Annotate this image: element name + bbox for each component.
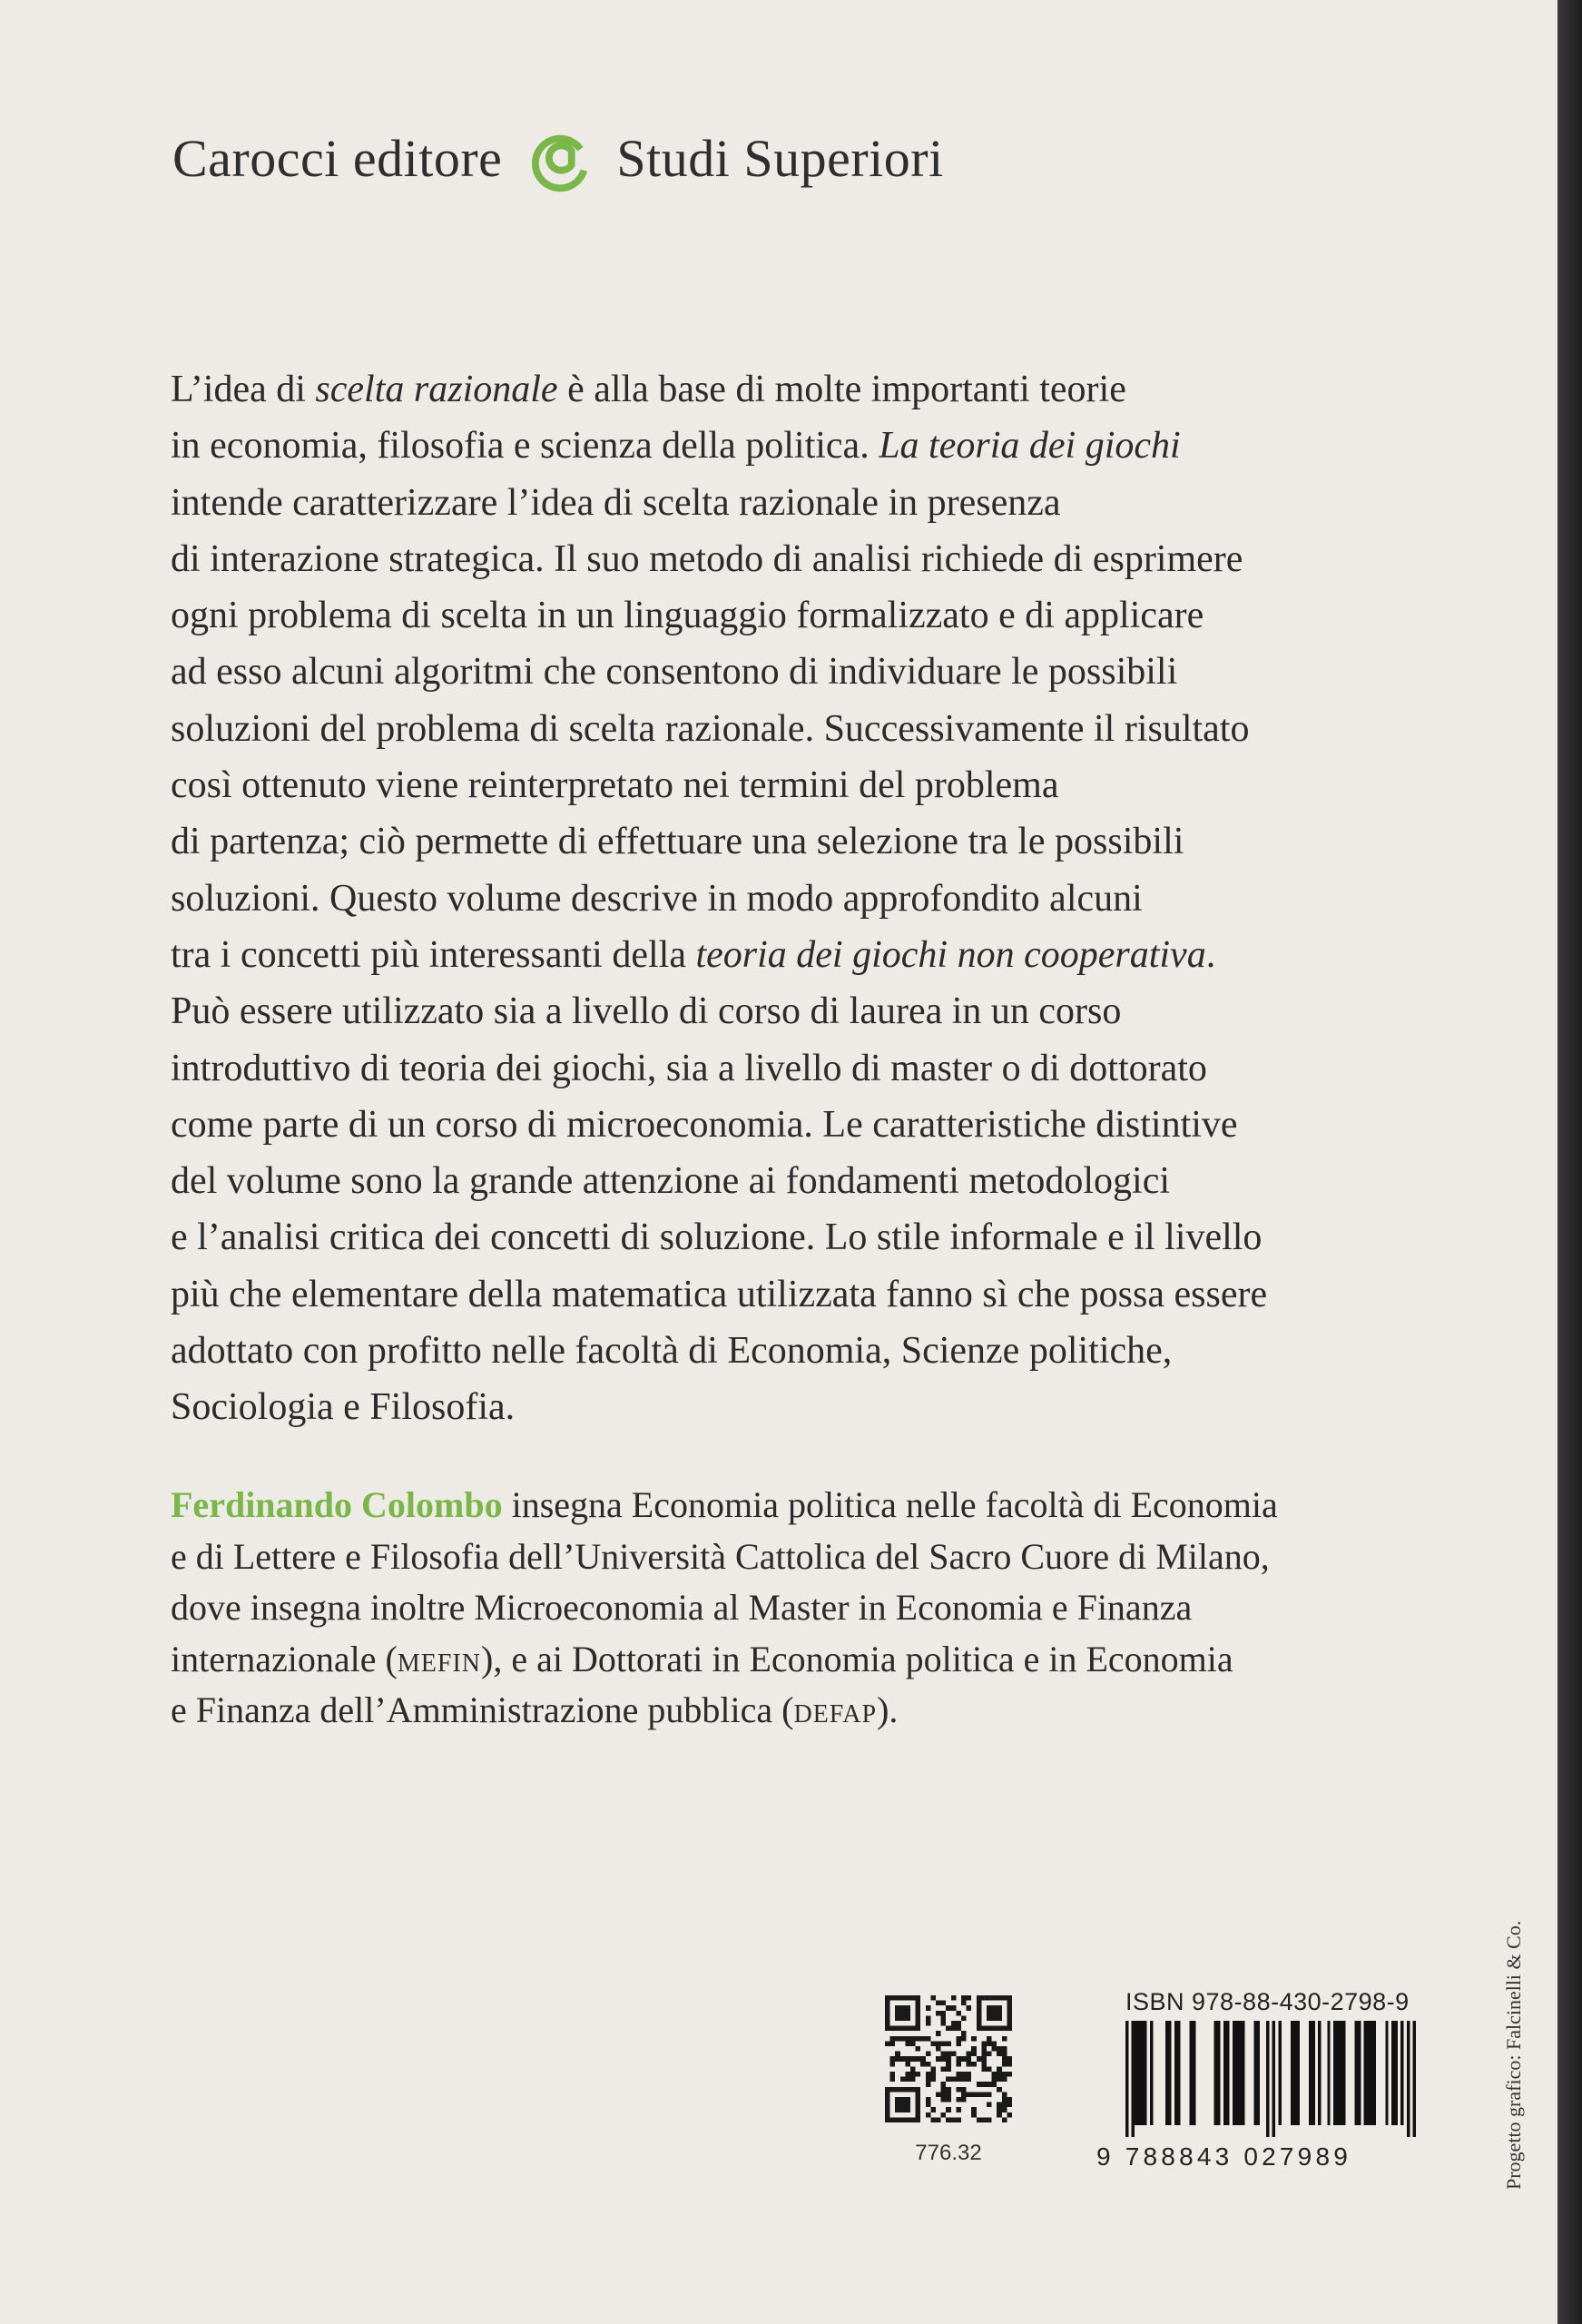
blurb-line: Sociologia e Filosofia. (171, 1386, 516, 1429)
bio-line: Ferdinando Colombo insegna Economia politica nelle facoltà di Economia (171, 1484, 1278, 1525)
blurb-line: soluzioni del problema di scelta razionale. Successivamente il risultato (171, 707, 1250, 750)
blurb-line: intende caratterizzare l’idea di scelta razionale in presenza (171, 481, 1061, 524)
blurb-line: di interazione strategica. Il suo metodo di analisi richiede di esprimere (171, 537, 1243, 580)
bio-line: dove insegna inoltre Microeconomia al Master in Economia e Finanza (171, 1587, 1193, 1628)
qr-code-icon (885, 1995, 1012, 2122)
blurb-line: così ottenuto viene reinterpretato nei termini del problema (171, 764, 1059, 807)
bio-line: e di Lettere e Filosofia dell’Università Cattolica del Sacro Cuore di Milano, (171, 1535, 1270, 1577)
blurb-line: in economia, filosofia e scienza della politica. La teoria dei giochi (171, 425, 1181, 468)
spine-edge (1557, 0, 1582, 2324)
blurb-line: L’idea di scelta razionale è alla base di molte importanti teorie (171, 369, 1126, 410)
bio-line: e Finanza dell’Amministrazione pubblica (defap). (171, 1689, 899, 1730)
blurb-line: più che elementare della matematica utilizzata fanno sì che possa essere (171, 1273, 1268, 1315)
blurb-line: e l’analisi critica dei concetti di soluzione. Lo stile informale e il livello (171, 1216, 1263, 1259)
design-credit: Progetto grafico: Falcinelli & Co. (1502, 1920, 1525, 2190)
ean-digits: 9 788843 027989 (1096, 2142, 1351, 2171)
blurb-line: Può essere utilizzato sia a livello di corso di laurea in un corso (171, 990, 1122, 1033)
blurb-line: ad esso alcuni algoritmi che consentono di individuare le possibili (171, 651, 1178, 694)
blurb-line: di partenza; ciò permette di effettuare una selezione tra le possibili (171, 821, 1184, 863)
price-code: 776.32 (915, 2141, 982, 2165)
blurb-line: soluzioni. Questo volume descrive in modo approfondito alcuni (171, 877, 1143, 920)
series-name: Studi Superiori (616, 128, 944, 188)
publisher-name: Carocci editore (172, 128, 503, 188)
series-header (172, 123, 944, 193)
book-description (171, 361, 1459, 1436)
barcode-icon (1125, 2021, 1416, 2137)
carocci-logo-icon (526, 123, 596, 193)
author-name: Ferdinando Colombo (171, 1484, 503, 1525)
blurb-line: come parte di un corso di microeconomia. Le caratteristiche distintive (171, 1103, 1238, 1146)
blurb-line: adottato con profitto nelle facoltà di Economia, Scienze politiche, (171, 1330, 1173, 1373)
blurb-line: del volume sono la grande attenzione ai fondamenti metodologici (171, 1160, 1171, 1203)
blurb-line: introduttivo di teoria dei giochi, sia a livello di master o di dottorato (171, 1047, 1207, 1089)
blurb-line: tra i concetti più interessanti della teoria dei giochi non cooperativa. (171, 933, 1216, 976)
isbn-label: ISBN 978-88-430-2798-9 (1125, 1988, 1410, 2015)
blurb-line: ogni problema di scelta in un linguaggio formalizzato e di applicare (171, 595, 1204, 637)
bio-line: internazionale (mefin), e ai Dottorati in Economia politica e in Economia (171, 1638, 1233, 1679)
author-bio (171, 1480, 1459, 1737)
